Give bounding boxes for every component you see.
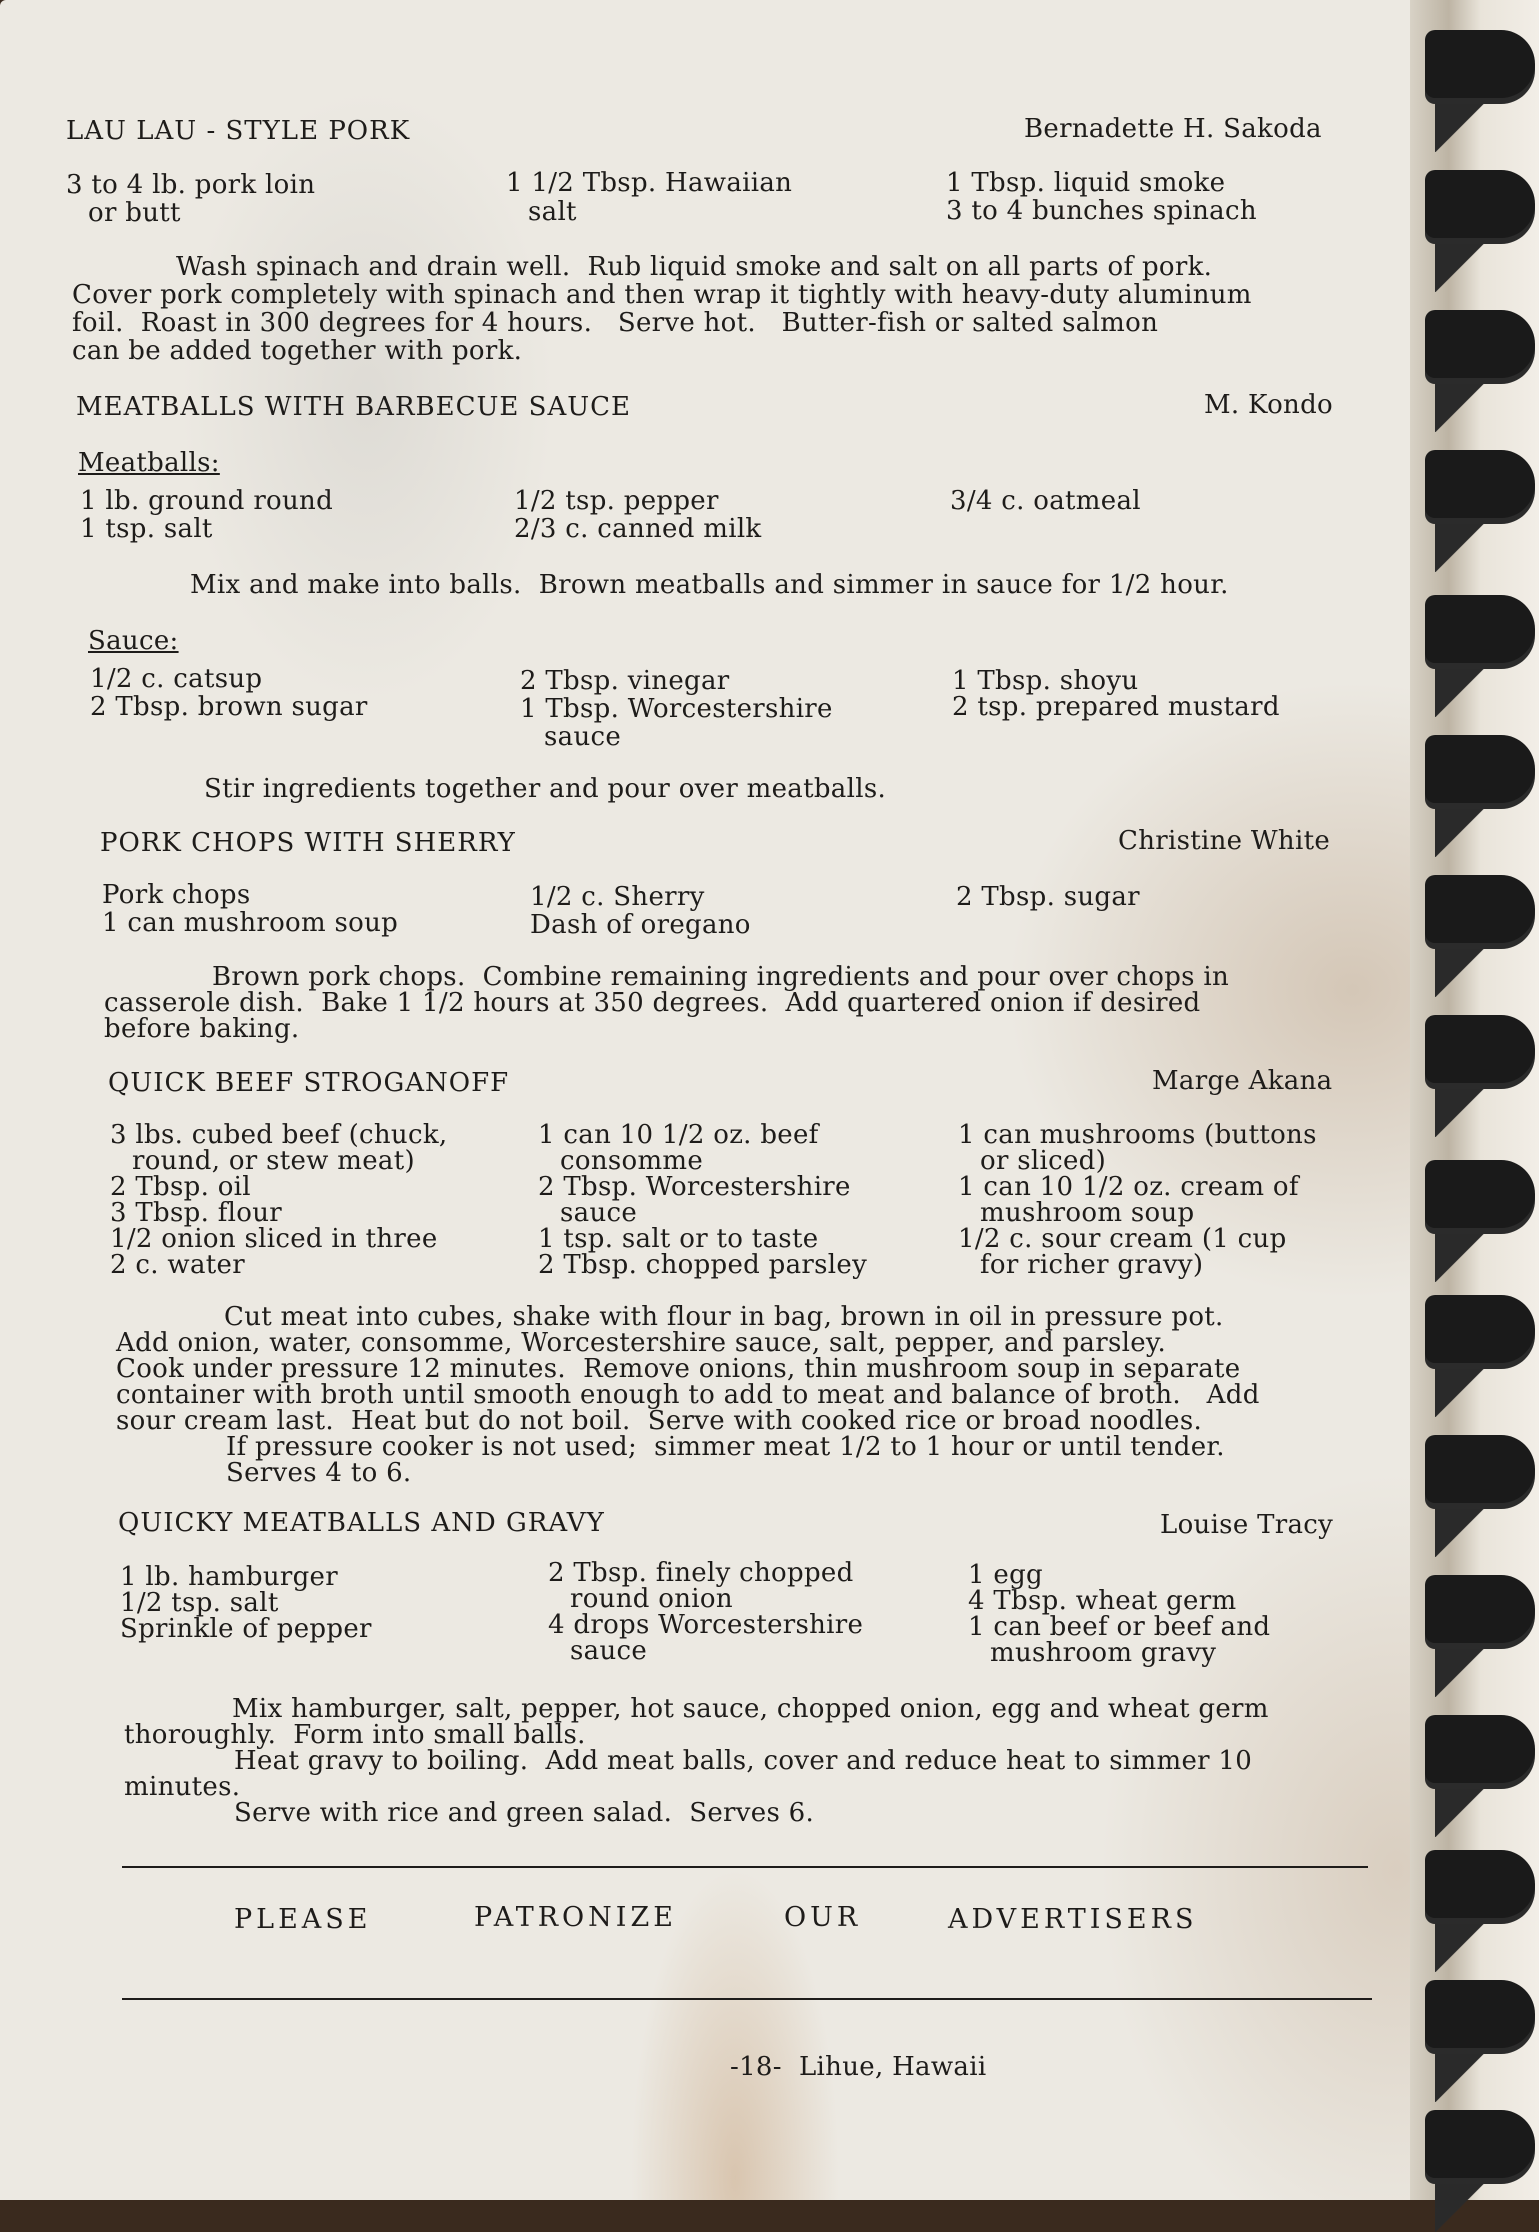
binding-ring: [1425, 1015, 1535, 1089]
ingredient: 1 can 10 1/2 oz. beef: [538, 1120, 819, 1150]
banner-word: ADVERTISERS: [948, 1904, 1198, 1935]
binding-ring: [1425, 310, 1535, 384]
instruction-line: Cover pork completely with spinach and then wrap it tightly with heavy-duty aluminum: [72, 280, 1252, 310]
binding-ring: [1425, 1715, 1535, 1789]
instruction-line: Heat gravy to boiling. Add meat balls, cover and reduce heat to simmer 10: [234, 1746, 1253, 1776]
ingredient: Sprinkle of pepper: [120, 1614, 372, 1644]
instruction-line: If pressure cooker is not used; simmer meat 1/2 to 1 hour or until tender.: [226, 1432, 1225, 1462]
ingredient: 1/2 c. sour cream (1 cup: [958, 1224, 1287, 1254]
recipe-author: Bernadette H. Sakoda: [1024, 114, 1322, 144]
instruction-line: container with broth until smooth enough to add to meat and balance of broth. Add: [116, 1380, 1260, 1410]
ingredient: sauce: [544, 722, 622, 752]
ingredient: 3/4 c. oatmeal: [950, 486, 1141, 516]
recipe-title: MEATBALLS WITH BARBECUE SAUCE: [76, 392, 632, 422]
recipe-author: Louise Tracy: [1160, 1510, 1334, 1540]
ingredient: 2 tsp. prepared mustard: [952, 692, 1280, 722]
ingredient: sauce: [560, 1198, 638, 1228]
binding-ring: [1425, 1980, 1535, 2054]
ingredient: round, or stew meat): [132, 1146, 415, 1176]
banner-word: PATRONIZE: [474, 1902, 677, 1933]
recipe-title: LAU LAU - STYLE PORK: [66, 116, 411, 146]
ingredient: sauce: [570, 1636, 648, 1666]
ingredient: 1 can 10 1/2 oz. cream of: [958, 1172, 1299, 1202]
instruction-line: before baking.: [104, 1014, 300, 1044]
instruction-line: foil. Roast in 300 degrees for 4 hours. Serve hot. Butter-fish or salted salmon: [72, 308, 1159, 338]
ingredient: 4 Tbsp. wheat germ: [968, 1586, 1237, 1616]
instruction-line: Mix and make into balls. Brown meatballs and simmer in sauce for 1/2 hour.: [190, 570, 1229, 600]
recipe-author: M. Kondo: [1204, 390, 1333, 420]
ingredient: 1 Tbsp. liquid smoke: [946, 168, 1226, 198]
instruction-line: Cook under pressure 12 minutes. Remove onions, thin mushroom soup in separate: [116, 1354, 1241, 1384]
binding-ring: [1425, 735, 1535, 809]
section-heading: Meatballs:: [78, 448, 220, 478]
ingredient: 2/3 c. canned milk: [514, 514, 762, 544]
ingredient: 1 egg: [968, 1560, 1043, 1590]
binding-ring: [1425, 1850, 1535, 1924]
ingredient: Pork chops: [102, 880, 251, 910]
recipe-title: PORK CHOPS WITH SHERRY: [100, 828, 516, 858]
ingredient: 3 lbs. cubed beef (chuck,: [110, 1120, 448, 1150]
binding-ring: [1425, 595, 1535, 669]
ingredient: 1 Tbsp. shoyu: [952, 666, 1139, 696]
binding-ring: [1425, 1295, 1535, 1369]
ingredient: or butt: [88, 198, 181, 228]
ingredient: 3 to 4 lb. pork loin: [66, 170, 316, 200]
instruction-line: casserole dish. Bake 1 1/2 hours at 350 degrees. Add quartered onion if desired: [104, 988, 1201, 1018]
page-footer: -18- Lihue, Hawaii: [730, 2052, 987, 2082]
instruction-line: Add onion, water, consomme, Worcestershire sauce, salt, pepper, and parsley.: [116, 1328, 1167, 1358]
binding-ring: [1425, 1575, 1535, 1649]
instruction-line: Stir ingredients together and pour over meatballs.: [204, 774, 887, 804]
recipe-author: Christine White: [1118, 826, 1331, 856]
banner-word: OUR: [784, 1902, 862, 1933]
binding-ring: [1425, 2110, 1535, 2184]
ingredient: mushroom gravy: [990, 1638, 1217, 1668]
instruction-line: Brown pork chops. Combine remaining ingredients and pour over chops in: [212, 962, 1230, 992]
recipe-title: QUICKY MEATBALLS AND GRAVY: [118, 1508, 605, 1538]
instruction-line: Cut meat into cubes, shake with flour in bag, brown in oil in pressure pot.: [224, 1302, 1224, 1332]
ingredient: 1 can mushrooms (buttons: [958, 1120, 1317, 1150]
ingredient: salt: [528, 197, 577, 227]
binding-ring: [1425, 1160, 1535, 1234]
ingredient: 2 Tbsp. oil: [110, 1172, 251, 1202]
ingredient: consomme: [560, 1146, 704, 1176]
instruction-line: can be added together with pork.: [72, 336, 523, 366]
recipe-title: QUICK BEEF STROGANOFF: [108, 1068, 510, 1098]
ingredient: 1 lb. ground round: [80, 486, 334, 516]
ingredient: 1/2 tsp. pepper: [514, 486, 719, 516]
instruction-line: thoroughly. Form into small balls.: [124, 1720, 586, 1750]
ingredient: 1 1/2 Tbsp. Hawaiian: [506, 168, 793, 198]
instruction-line: Mix hamburger, salt, pepper, hot sauce, chopped onion, egg and wheat germ: [232, 1694, 1269, 1724]
instruction-line: Serve with rice and green salad. Serves 6.: [234, 1798, 815, 1828]
ingredient: 2 Tbsp. brown sugar: [90, 692, 368, 722]
binding-ring: [1425, 875, 1535, 949]
banner-word: PLEASE: [234, 1904, 372, 1935]
ingredient: mushroom soup: [980, 1198, 1195, 1228]
ingredient: 4 drops Worcestershire: [548, 1610, 864, 1640]
binding-ring: [1425, 1435, 1535, 1509]
ingredient: 1 can mushroom soup: [102, 908, 399, 938]
ingredient: 1 lb. hamburger: [120, 1562, 338, 1592]
ingredient: 2 Tbsp. vinegar: [520, 666, 730, 696]
binding-ring: [1425, 170, 1535, 244]
instruction-line: sour cream last. Heat but do not boil. Serve with cooked rice or broad noodles.: [116, 1406, 1203, 1436]
recipe-author: Marge Akana: [1152, 1066, 1333, 1096]
divider-line: [122, 1866, 1368, 1868]
ingredient: round onion: [570, 1584, 733, 1614]
ingredient: 2 Tbsp. chopped parsley: [538, 1250, 868, 1280]
ingredient: 1 can beef or beef and: [968, 1612, 1271, 1642]
instruction-line: Wash spinach and drain well. Rub liquid smoke and salt on all parts of pork.: [176, 252, 1213, 282]
ingredient: 1/2 onion sliced in three: [110, 1224, 438, 1254]
ingredient: 2 c. water: [110, 1250, 245, 1280]
instruction-line: minutes.: [124, 1772, 241, 1802]
ingredient: 1 tsp. salt or to taste: [538, 1224, 819, 1254]
ingredient: 2 Tbsp. finely chopped: [548, 1558, 854, 1588]
ingredient: 1/2 tsp. salt: [120, 1588, 279, 1618]
ingredient: Dash of oregano: [530, 910, 751, 940]
ingredient: 1/2 c. catsup: [90, 664, 263, 694]
ingredient: 1 tsp. salt: [80, 514, 213, 544]
ingredient: 3 Tbsp. flour: [110, 1198, 282, 1228]
binding-ring: [1425, 30, 1535, 104]
section-heading: Sauce:: [88, 626, 179, 656]
ingredient: 2 Tbsp. sugar: [956, 882, 1140, 912]
instruction-line: Serves 4 to 6.: [226, 1458, 412, 1488]
ingredient: 1/2 c. Sherry: [530, 882, 705, 912]
ingredient: 3 to 4 bunches spinach: [946, 196, 1257, 226]
binding-ring: [1425, 450, 1535, 524]
ingredient: for richer gravy): [980, 1250, 1204, 1280]
ingredient: or sliced): [980, 1146, 1107, 1176]
divider-line: [122, 1998, 1372, 2000]
ingredient: 2 Tbsp. Worcestershire: [538, 1172, 851, 1202]
ingredient: 1 Tbsp. Worcestershire: [520, 694, 833, 724]
